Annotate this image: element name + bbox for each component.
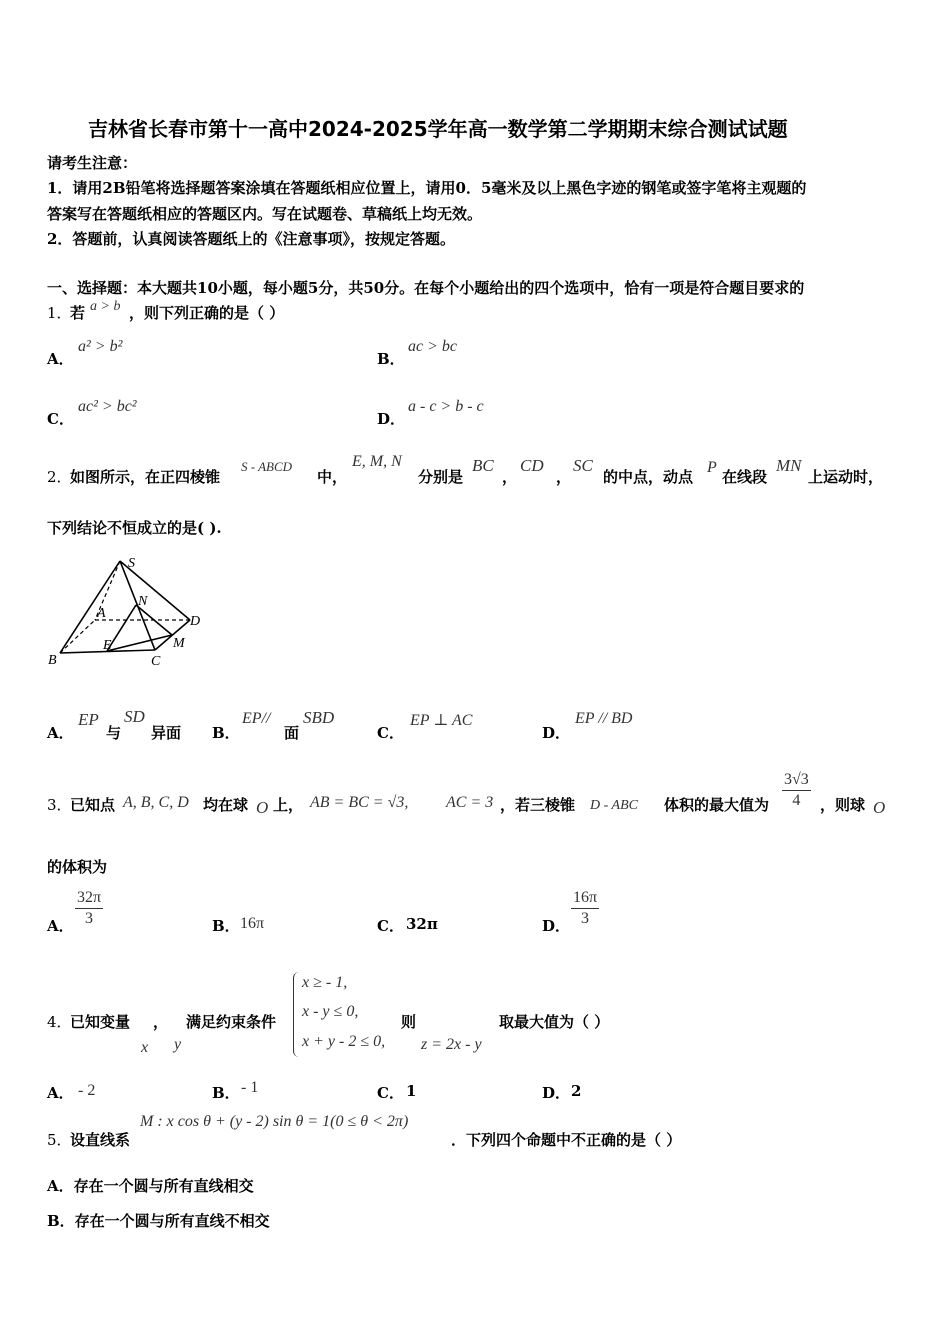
fraction — [571, 888, 599, 929]
math-expr: AC = 3 — [446, 794, 494, 811]
math-expr: O — [873, 798, 886, 817]
option-label: C． — [47, 410, 74, 428]
math-expr: y — [174, 1036, 182, 1053]
label-A: A — [97, 606, 106, 621]
question-text: 如图所示，在正四棱锥 — [70, 468, 221, 486]
label-E: E — [103, 638, 112, 653]
label-N: N — [138, 594, 148, 609]
pyramid-figure — [40, 553, 220, 673]
question-number: 3． — [47, 796, 72, 814]
question-text: 在线段 — [722, 468, 768, 486]
math-expr: D - ABC — [590, 798, 638, 813]
constraint: x ≥ - 1, — [302, 974, 348, 991]
label-C: C — [151, 654, 161, 669]
question-text: ，则球 — [820, 796, 866, 814]
math-expr: z = 2x - y — [421, 1036, 482, 1053]
option-label: B． — [377, 350, 405, 368]
math-expr: EP ⊥ AC — [410, 712, 473, 729]
question-number: 4． — [47, 1013, 72, 1031]
fraction-numerator: 3√3 — [782, 770, 811, 791]
math-expr: M : x cos θ + (y - 2) sin θ = 1(0 ≤ θ < 2π) — [140, 1113, 409, 1130]
math-expr: a - c > b - c — [408, 398, 484, 415]
question-text: 满足约束条件 — [186, 1013, 277, 1031]
option-label: B． — [212, 724, 240, 742]
label-S: S — [128, 556, 135, 571]
math-expr: - 1 — [241, 1079, 259, 1096]
question-text: 均在球 — [203, 796, 249, 814]
option-text: 异面 — [151, 724, 182, 742]
option-label: B． — [212, 1084, 240, 1102]
question-text: 已知点 — [70, 796, 116, 814]
option-text: 与 — [106, 724, 122, 742]
math-expr: A, B, C, D — [123, 794, 189, 811]
option-label: D． — [542, 917, 571, 935]
label-D: D — [190, 614, 201, 629]
question-text: 上， — [273, 796, 304, 814]
question-text: ， — [556, 468, 572, 486]
math-expr: S - ABCD — [241, 459, 293, 474]
question-text: 设直线系 — [70, 1131, 131, 1149]
option-text: A．存在一个圆与所有直线相交 — [47, 1177, 254, 1195]
question-text: 的中点，动点 — [603, 468, 694, 486]
notice-heading: 请考生注意： — [47, 154, 138, 172]
option-label: D． — [542, 1084, 571, 1102]
option-label: A． — [47, 1084, 74, 1102]
question-text: 若 — [70, 304, 86, 322]
option-label: A． — [47, 917, 74, 935]
option-label: A． — [47, 724, 74, 742]
math-expr: 1 — [406, 1082, 417, 1100]
question-text: 已知变量 — [70, 1013, 131, 1031]
question-text: 下列结论不恒成立的是( ). — [47, 519, 222, 537]
option-label: D． — [542, 724, 571, 742]
math-expr: MN — [776, 456, 802, 475]
option-label: C． — [377, 1084, 404, 1102]
math-expr: a > b — [90, 299, 121, 314]
constraint: x + y - 2 ≤ 0, — [302, 1033, 386, 1050]
fraction — [782, 770, 811, 811]
label-M: M — [173, 636, 185, 651]
option-label: A． — [47, 350, 74, 368]
option-label: C． — [377, 917, 404, 935]
math-expr: EP — [78, 710, 99, 729]
section-heading: 一、选择题：本大题共10小题，每小题5分，共50分。在每个小题给出的四个选项中，恰有一项是符合题目要求的 — [47, 279, 805, 297]
option-text: 面 — [284, 724, 300, 742]
option-label: B． — [212, 917, 240, 935]
question-text: ， — [153, 1013, 169, 1031]
question-text: ，则下列正确的是（ ） — [129, 304, 285, 322]
math-expr: CD — [520, 456, 544, 475]
notice-line: 答案写在答题纸相应的答题区内。写在试题卷、草稿纸上均无效。 — [47, 205, 483, 223]
question-text: 的体积为 — [47, 858, 108, 876]
question-text: ，若三棱锥 — [500, 796, 576, 814]
page-title: 吉林省长春市第十一高中2024-2025学年高一数学第二学期期末综合测试试题 — [88, 117, 788, 141]
math-expr: a² > b² — [78, 338, 123, 355]
math-expr: 2 — [571, 1082, 582, 1100]
math-expr: ac > bc — [408, 338, 457, 355]
math-expr: E, M, N — [352, 453, 402, 470]
math-expr: SD — [124, 707, 145, 726]
question-text: 中， — [317, 468, 348, 486]
fraction-denominator: 3 — [85, 910, 94, 927]
fraction-denominator: 4 — [792, 792, 801, 809]
notice-line: 1．请用2B铅笔将选择题答案涂填在答题纸相应位置上，请用0．5毫米及以上黑色字迹的钢笔或签字笔将主观题的 — [47, 179, 807, 197]
math-expr: ac² > bc² — [78, 398, 137, 415]
fraction-numerator: 16π — [571, 888, 599, 909]
math-expr: x — [141, 1039, 149, 1056]
math-expr: P — [707, 459, 717, 476]
question-text: 上运动时， — [808, 468, 884, 486]
option-label: C． — [377, 724, 404, 742]
question-text: 体积的最大值为 — [664, 796, 770, 814]
question-text: ．下列四个命题中不正确的是（ ） — [451, 1131, 682, 1149]
label-B: B — [48, 653, 57, 668]
constraint: x - y ≤ 0, — [302, 1003, 359, 1020]
question-number: 5． — [47, 1131, 72, 1149]
question-text: 分别是 — [418, 468, 464, 486]
math-expr: 16π — [240, 915, 265, 932]
question-number: 1． — [47, 304, 72, 322]
math-expr: BC — [472, 456, 494, 475]
math-expr: EP// — [242, 710, 271, 727]
system-brace — [293, 972, 302, 1057]
question-text: 则 — [401, 1013, 417, 1031]
question-text: ， — [502, 468, 518, 486]
math-expr: - 2 — [78, 1082, 96, 1099]
fraction-numerator: 32π — [75, 888, 103, 909]
question-text: 取最大值为（ ） — [499, 1013, 610, 1031]
math-expr: O — [256, 798, 269, 817]
fraction — [75, 888, 103, 929]
option-label: D． — [377, 410, 406, 428]
math-expr: 32π — [406, 915, 438, 933]
math-expr: AB = BC = √3, — [310, 794, 409, 811]
notice-line: 2．答题前，认真阅读答题纸上的《注意事项》，按规定答题。 — [47, 230, 455, 248]
math-expr: SBD — [303, 708, 335, 727]
option-text: B．存在一个圆与所有直线不相交 — [47, 1212, 270, 1230]
question-number: 2． — [47, 468, 72, 486]
fraction-denominator: 3 — [581, 910, 590, 927]
math-expr: EP // BD — [575, 710, 633, 727]
math-expr: SC — [573, 456, 593, 475]
